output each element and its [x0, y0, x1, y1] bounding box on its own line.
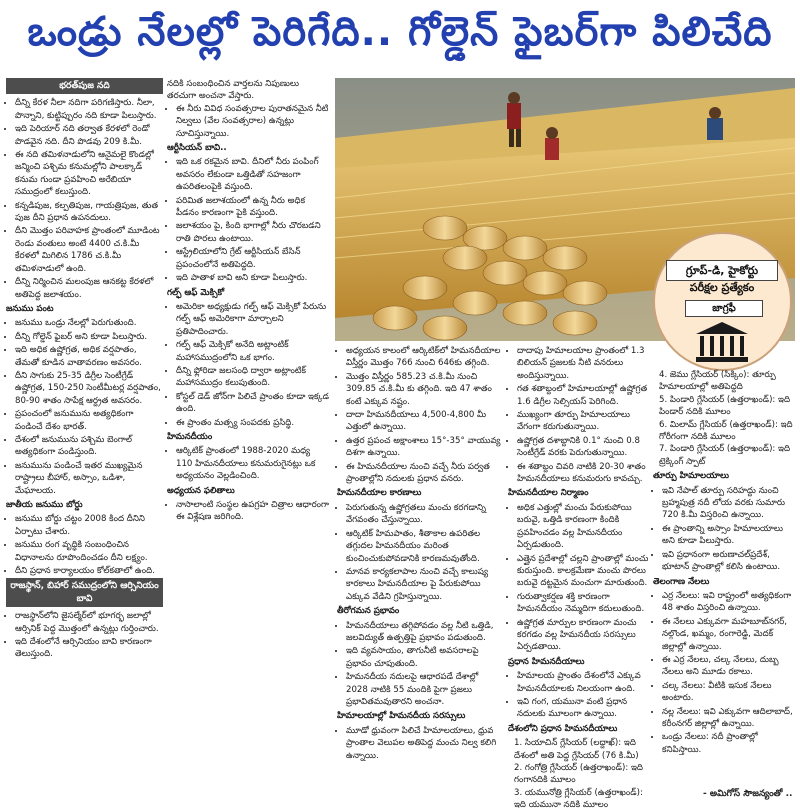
list-item: • ఇది ఒక రకమైన బావి. దీనిలో నీరు పంపింగ్ అవసరం లేకుండా ఒత్తిడితో సహజంగా ఉపరితలంపైకి వస్తుంది. [176, 156, 329, 193]
list-item: • గురుత్వాకర్షణ శక్తి కారణంగా హిమనదీయం నెమ్మదిగా కదులుతుంది. [517, 591, 649, 616]
bullet-list [337, 725, 502, 762]
bullet-list [337, 345, 502, 485]
list-item: • ఎర్ర నేలలు: ఇవి రాష్ట్రంలో అత్యధికంగా 48 శాతం విస్తరించి ఉన్నాయి. [662, 590, 794, 615]
author-credit: - అమిగోస్ సౌజన్యంతో .. [703, 789, 793, 799]
section-heading: దేశంలోని ప్రధాన హిమనదీయాలు [508, 723, 618, 734]
bullet-list [508, 670, 649, 721]
column-1 [6, 78, 163, 802]
section-heading: హిమాలయాల్లో హిమనదీయ సరస్సులు [337, 711, 466, 722]
bullet-list [337, 502, 502, 603]
list-item: • దీన్ని ఫ్లోరిడా జలసంధి ద్వారా అట్లాంటిక్ మహాసముద్రం కలుపుతుంది. [176, 365, 329, 390]
section-heading: అధ్యయన ఫలితాలు [167, 485, 235, 496]
list-item: 4. జెము గ్లేసియర్ (సిక్కిం): తూర్పు హిమాలయాల్లో అతిపెద్దది [659, 370, 776, 393]
list-item: • ఇది పాతాళ బావి అని కూడా పిలుస్తారు. [176, 272, 329, 284]
list-item: 3. యమునోత్రి గ్లేసియర్ (ఉత్తరాఖండ్): ఇది యమునా నదికి మూలం [514, 787, 643, 811]
list-item: • దాదాపు హిమాలయాల ప్రాంతంలో 1.3 బిలియన్ ప్రజలకు నీటి వనరులు అందిస్తున్నాయి. [517, 345, 649, 382]
list-item: • ఉష్ణోగ్రత మార్పుల కారణంగా మంచు కరగడం వల్ల హిమనదీయ సరస్సులు ఏర్పడతాయి. [517, 617, 649, 654]
list-item: • దీన్ని నిర్మించిన మలంపుజ ఆనకట్ట కేరళలో అతిపెద్ద జలాశయం. [15, 276, 163, 301]
list-item: • ఒండ్రు నేలలు: నదీ ప్రాంతాల్లో కనిపిస్తాయి. [662, 731, 794, 756]
list-item: • ఈ నీరు వివిధ సంవత్సరాల పురాతనమైన నీటి నిల్వలు (వేల సంవత్సరాల) ఉన్నట్లు సూచిస్తున్నాయి. [176, 103, 329, 140]
list-item: • కోస్టల్ డెడ్ జోన్‌గా పిలిచే ప్రాంతం కూడా ఇక్కడ ఉంది. [176, 391, 329, 416]
list-item: • నాసాలాంటి సంస్థల ఉపగ్రహ చిత్రాల ఆధారంగా ఈ విశ్లేషణ జరిగింది. [176, 499, 329, 524]
list-item: • అధిక ఎత్తుల్లో మంచు పేరుకుపోయి బరువై, ఒత్తిడి కారణంగా కిందికి ప్రవహించడం వల్ల హిమనదీయం ఏర్పడుతుంది. [517, 502, 649, 552]
bullet-list [508, 502, 649, 654]
section-heading: తీరోగమన ప్రభావం [337, 606, 400, 617]
column-4 [508, 345, 649, 811]
section-heading: జాతీయ జనుము బోర్డు [6, 500, 83, 510]
section-heading: గల్ఫ్ ఆఫ్ మెక్సికో [167, 287, 225, 298]
badge-subtitle: పరీక్షల ప్రత్యేకం [689, 281, 755, 294]
list-item: 5. పిండారి గ్లేసియర్ (ఉత్తరాఖండ్): ఇది పిండార్ నదికి మూలం [659, 394, 791, 418]
list-item: • హిమాలయ ప్రాంతం దేశంలోనే ఎక్కువ హిమనదీయాలకు నిలయంగా ఉంది. [517, 670, 649, 695]
bullet-list [6, 513, 163, 577]
list-item: • పరిమిత జలాశయంలో ఉన్న నీరు అధిక పీడనం కారణంగా పైకి వస్తుంది. [176, 195, 329, 220]
list-item: • జనుమును పండించే ఇతర ముఖ్యమైన రాష్ట్రాలు బీహార్, అస్సాం, ఒడిశా, మేఘాలయ. [15, 460, 163, 497]
section-heading: హిమనదీయం [167, 431, 213, 442]
list-item: • పెరుగుతున్న ఉష్ణోగ్రతలు మంచు కరగడాన్ని వేగవంతం చేస్తున్నాయి. [346, 502, 502, 527]
list-item: • చల్క నేలలు: వీటికి ఇసుక నేలలు అంటారు. [662, 680, 794, 705]
bullet-list [653, 485, 794, 574]
list-item: • రాజస్థాన్‌లోని జైసల్మేర్‌లో భూగర్భ జలాల్లో ఆర్సినిక్ పెద్ద మొత్తంలో ఉన్నట్లు గుర్తించారు. [15, 610, 163, 635]
section-banner: భరత్‌పుజ నది [6, 78, 163, 94]
list-item: • హిమనదీయ నదులపై ఆధారపడే దేశాల్లో 2028 నాటికి 55 మందికి పైగా ప్రజలు ప్రభావితమవుతారని అంచనా. [346, 671, 502, 708]
list-item: • అధ్యయన కాలంలో ఆర్కిటిక్‌లో హిమనదీయాల విస్తీర్ణం మొత్తం 766 నుంచి 646కు తగ్గింది. [346, 345, 502, 370]
list-item: • జలాశయం పై, కింది భాగాల్లో నీరు చొరబడని రాతి పొరలు ఉంటాయి. [176, 220, 329, 245]
column-3 [337, 345, 502, 805]
list-item: • దీన్ని గోల్డెన్ ఫైబర్ అని కూడా పిలుస్తారు. [15, 331, 163, 343]
list-item: • జనుము ఒండ్రు నేలల్లో పెరుగుతుంది. [15, 317, 163, 329]
list-item: • దీన్ని కేరళ నీలా నదిగా పరిగణిస్తారు. నీలా, పొన్నాని, కుట్టిప్పురం నది కూడా పిలుస్తారు. [15, 97, 163, 122]
list-item: • జనుము బోర్డు చట్టం 2008 కింద దీనిని ఏర్పాటు చేశారు. [15, 513, 163, 538]
list-item: • ఎత్తైన ప్రదేశాల్లో చల్లని ప్రాంతాల్లో మంచు కురుస్తుంది. కాలక్రమేణా మంచు పొరలు బరువై దట్టమైన మంచుగా మారుతుంది. [517, 553, 649, 590]
section-heading: హిమనదీయాల కారణాలు [337, 488, 422, 499]
bullet-list [6, 317, 163, 497]
list-item: • ఇవి గంగ, యమునా వంటి ప్రధాన నదులకు మూలంగా ఉన్నాయి. [517, 696, 649, 721]
bullet-list [508, 345, 649, 485]
list-item: • దీని మొత్తం పరివాహక ప్రాంతంలో మూడింట రెండు వంతులు అంటే 4400 చ.కి.మీ కేరళలో మిగిలిన 1786 చ.కి.మీ తమిళనాడులో ఉంది. [15, 225, 163, 275]
headline-banner [0, 0, 800, 74]
list-item: • అమెరికా అధ్యక్షుడు గల్ఫ్ ఆఫ్ మెక్సికో పేరును గల్ఫ్ ఆఫ్ అమెరికాగా మార్చాలని ప్రతిపాదించారు. [176, 301, 329, 338]
section-heading: తెలంగాణ నేలలు [653, 576, 710, 587]
section-heading: ఆర్టీసియన్ బావి.. [167, 143, 227, 154]
list-item: • ఇది పెరియార్ నది తర్వాత కేరళలో రెండో పొడవైన నది. దీని పొడవు 209 కి.మీ. [15, 123, 163, 148]
list-item: • ఉత్తర ప్రపంచ అక్షాంశాలు 15°-35° వాయువ్య దిశగా ఉన్నాయి. [346, 435, 502, 460]
list-item: • మూడో ధ్రువంగా పిలిచే హిమాలయాలు, ధ్రువ ప్రాంతాల వెలుపల అతిపెద్ద మంచు నిల్వ కలిగి ఉన్నాయి. [346, 725, 502, 762]
badge-tag: గ్రూప్-డి, హైకోర్టు [666, 260, 778, 281]
bullet-list [167, 445, 329, 482]
numbered-list [653, 369, 794, 468]
list-item: • జనుము రంగ వృద్ధికి సంబంధించిన విధానాలను రూపొందించడం దీని లక్ష్యం. [15, 539, 163, 564]
bullet-list [6, 610, 163, 661]
list-item: 2. గంగోత్రి గ్లేసియర్ (ఉత్తరాఖండ్): ఇది గంగానదికి మూలం [514, 763, 643, 786]
badge-topic: జాగ్రఫీ [685, 300, 763, 317]
section-banner: రాజస్థాన్, బిహార్ సముద్రంలోని ఆర్సినియం బావి [6, 578, 163, 607]
list-item: • దేశంలో జనుమును పశ్చిమ బెంగాల్ అత్యధికంగా పండిస్తుంది. [15, 434, 163, 459]
bullet-list [167, 156, 329, 284]
list-item: • ఇది దేశంలోనే ఆర్సినియం బావి కారణంగా తెలుస్తుంది. [15, 636, 163, 661]
bullet-list [337, 620, 502, 709]
list-item: 6. మిలామ్ గ్లేసియర్ (ఉత్తరాఖండ్): ఇది గోరీగంగా నదికి మూలం [659, 419, 793, 443]
list-item: • ఈ నేలలు ఎక్కువగా మహబూబ్‌నగర్, నల్గొండ, ఖమ్మం, రంగారెడ్డి, మెదక్ జిల్లాల్లో ఉన్నాయి. [662, 616, 794, 653]
list-item: • నల్ల నేలలు: ఇవి ఎక్కువగా ఆదిలాబాద్, కరీంనగర్ జిల్లాల్లో ఉన్నాయి. [662, 706, 794, 731]
bullet-list [6, 97, 163, 301]
headline-text: ఒండ్రు నేలల్లో పెరిగేది.. గోల్డెన్ ఫైబర్‌గా పిలిచేది [27, 9, 773, 55]
list-item: • దాదా హిమనదీయాలు 4,500-4,800 మీ ఎత్తులో ఉన్నాయి. [346, 409, 502, 434]
list-item: • ఆర్కిటిక్ హిమపాతం, శీతాకాల ఉపరితల తగ్గుదల హిమనదీయం మరింత కుంచించుకుపోవడానికి కారణమవుతోంది. [346, 528, 502, 565]
list-item: • ఈ ప్రాంతాన్ని అస్సాం హిమాలయాలు అని కూడా పిలుస్తారు. [662, 523, 794, 548]
list-item: 7. పిండారి గ్లేసియర్ (ఉత్తరాఖండ్): ఇది ట్రెక్కింగ్ స్పాట్ [659, 444, 791, 467]
list-item: • దీని ప్రధాన కార్యాలయం కోల్‌కతాలో ఉంది. [15, 565, 163, 577]
list-item: • ఉష్ణోగ్రత దశాబ్దానికి 0.1° నుంచి 0.8 సెంటీగ్రేడ్ వరకు పెరుగుతున్నాయి. [517, 435, 649, 460]
list-item: • ఈ ప్రాంతం మత్స్య సంపదకు ప్రసిద్ధి. [176, 417, 329, 429]
list-item: 1. సియాచిన్ గ్లేసియర్ (లద్దాఖ్): ఇది దేశంలో అతి పెద్ద గ్లేసియర్ (76 కి.మీ) [514, 738, 639, 761]
list-item: • ముఖ్యంగా తూర్పు హిమాలయాలు వేగంగా కరుగుతున్నాయి. [517, 409, 649, 434]
list-item: • ఇవి ప్రధానంగా అరుణాచల్‌ప్రదేశ్, భూటాన్ ప్రాంతాల్లో కలిసి ఉంటాయి. [662, 549, 794, 574]
bullet-list [167, 499, 329, 524]
list-item: • కన్నడిపుజ, కల్పతిపుజ, గాయత్రిపుజ, తుత పుజ దీని ప్రధాన ఉపనదులు. [15, 200, 163, 225]
list-item: • ఇది వ్యవసాయం, తాగునీటి అవసరాలపై ప్రభావం చూపుతుంది. [346, 645, 502, 670]
bullet-list [653, 590, 794, 756]
list-item: • ఇవి నేపాల్ తూర్పు సరిహద్దు నుంచి బ్రహ్మపుత్ర నదీ లోయ వరకు సుమారు 720 కి.మీ విస్తరించి ఉన్నాయి. [662, 485, 794, 522]
list-item: • మానవ కార్యకలాపాల నుంచి వచ్చే కాలుష్య కారకాలు హిమనదీయాల పై పేరుకుపోయి ఎక్కువ వేడిని గ్రహిస్తున్నాయి. [346, 566, 502, 603]
list-item: • ఈ హిమనదీయాల నుంచి వచ్చే నీరు పర్వత ప్రాంతాల్లోని నదులకు ప్రధాన వనరు. [346, 461, 502, 486]
column-5 [653, 345, 794, 805]
list-item: • మొత్తం విస్తీర్ణం 585.23 చ.కి.మీ నుంచి 309.85 చ.కి.మీ కు తగ్గింది. ఇది 47 శాతం కంటే ఎక్కువ నష్టం. [346, 371, 502, 408]
bullet-list [167, 103, 329, 140]
list-item: • గల్ఫ్ ఆఫ్ మెక్సికో అనేది అట్లాంటిక్ మహాసముద్రంలోని ఒక భాగం. [176, 339, 329, 364]
list-item: • ఈ నది తమిళనాడులోని ఆనైమలై కొండల్లో జన్మించి పశ్చిమ కనుమల్లోని పాలక్కాడ్ కనుమ గుండా ప్రవహించి అరేబియా సముద్రంలో కలుస్తుంది. [15, 149, 163, 199]
section-heading: తూర్పు హిమాలయాలు [653, 471, 730, 482]
section-heading: హిమనదీయాల నిర్మాణం [508, 488, 589, 499]
list-item: • హిమనదీయాలు తగ్గిపోవడం వల్ల నీటి ఒత్తిడి, జలవిద్యుత్ ఉత్పత్తిపై ప్రభావం పడుతుంది. [346, 620, 502, 645]
list-item: • ఆర్కిటిక్ ప్రాంతంలో 1988-2020 మధ్య 110 హిమనదీయాలు కనుమరుగైనట్లు ఒక అధ్యయనం వెల్లడించింది. [176, 445, 329, 482]
bullet-list [167, 301, 329, 429]
list-item: • ఆస్ట్రేలియాలోని గ్రేట్ ఆర్టీసియన్ బేసిన్ ప్రపంచంలోనే అతిపెద్దది. [176, 246, 329, 271]
list-item: • ఈ ఎర్ర నేలలు, చల్క నేలలు, దుబ్బ నేలలు అని మూడు రకాలు. [662, 654, 794, 679]
section-heading: జనుము పంట [6, 303, 54, 314]
list-item: • గత శతాబ్దంలో హిమాలయాల్లో ఉష్ణోగ్రత 1.6 డిగ్రీల సెల్సియస్ పెరిగింది. [517, 383, 649, 408]
list-item: • ప్రపంచంలో జనుమును అత్యధికంగా పండించే దేశం భారత్. [15, 408, 163, 433]
column-2 [167, 78, 329, 802]
list-item: • ఇది అధిక ఉష్ణోగ్రత, అధిక వర్షపాతం, తేమతో కూడిన వాతావరణం అవసరం. [15, 344, 163, 369]
paragraph: నదికి సంబంధించిన వార్తలను నిపుణులు తరచుగా అంచనా వేస్తారు. [167, 79, 299, 102]
numbered-list [508, 737, 649, 811]
list-item: • దీని సాగుకు 25-35 డిగ్రీల సెంటీగ్రేడ్ ఉష్ణోగ్రత, 150-250 సెంటీమీటర్ల వర్షపాతం, 80-90 శాతం సాపేక్ష ఆర్ద్రత అవసరం. [15, 370, 163, 407]
list-item: • ఈ శతాబ్దం చివరి నాటికి 20-30 శాతం హిమనదీయాలు కనుమరుగు కావచ్చు. [517, 461, 649, 486]
section-heading: ప్రధాన హిమనదీయాలు [508, 656, 585, 667]
